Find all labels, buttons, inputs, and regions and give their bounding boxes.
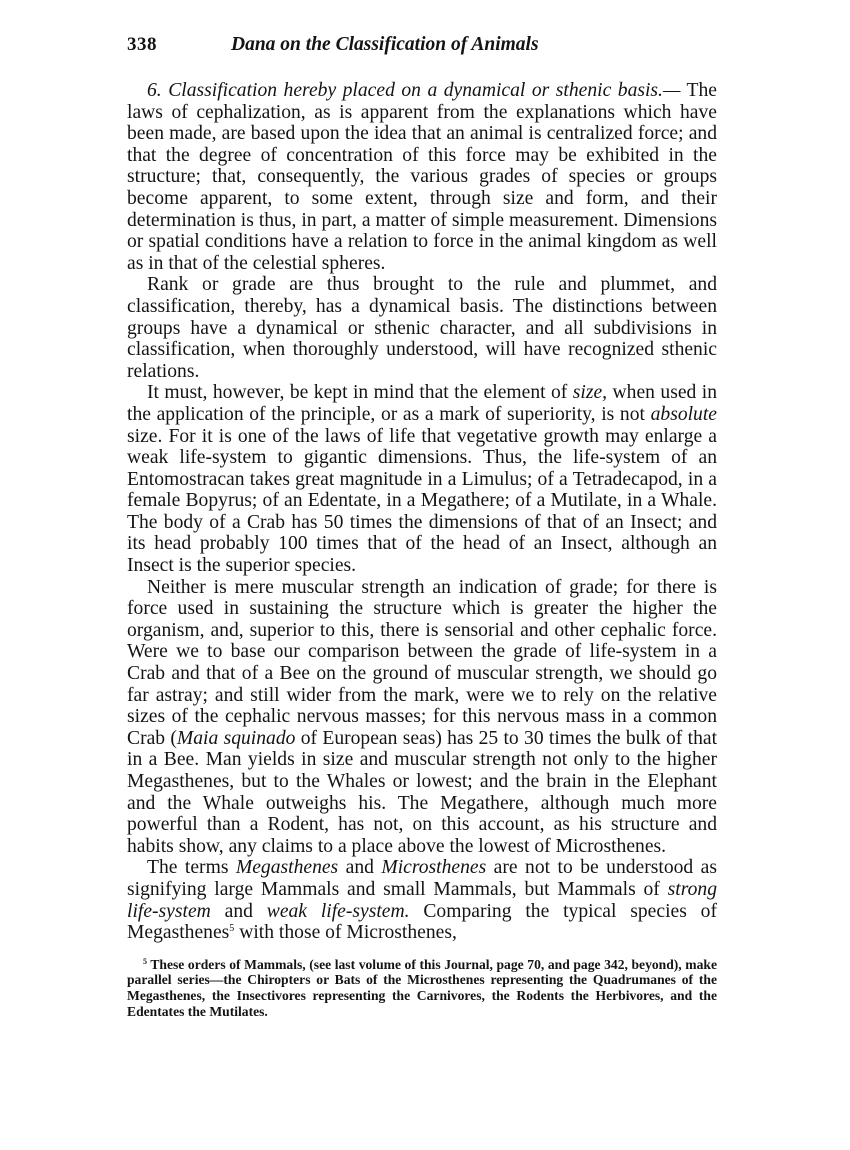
paragraph-megasthenes-microsthenes xyxy=(127,857,717,943)
footnote xyxy=(127,957,717,1019)
book-page xyxy=(127,34,717,1033)
text-run: It must, however, be kept in mind that the element of xyxy=(147,382,573,404)
text-run: and xyxy=(210,900,267,922)
text-run: are not to be understood as signifying large Mammals and small Mammals, but Mammals of xyxy=(127,857,717,900)
paragraph-muscular-strength xyxy=(127,577,717,858)
text-run: The terms xyxy=(147,857,236,879)
paragraph-classification-basis xyxy=(127,80,717,274)
text-run: Neither is mere muscular strength an indication of grade; for there is force used in sustaining the structure which is greater the higher the organism, and, superior to this, there is sensorial and other cephalic force. Were we to base our comparison between the grade of life-system in a Crab and that of a Bee on the ground of muscular strength, we should go far astray; and still wider from the mark, were we to rely on the relative sizes of the cephalic nervous masses; for this nervous mass in a common Crab ( xyxy=(127,576,717,749)
paragraph-text: Rank or grade are thus brought to the rule and plummet, and classification, thereby, has a dynamical basis. The distinctions between groups have a dynamical or sthenic character, and all subdivisions in classification, when thoroughly understood, will have recognized sthenic relations. xyxy=(127,274,717,382)
section-heading: 6. Classification hereby placed on a dynamical or sthenic basis.— xyxy=(147,80,681,101)
italic-term: size, xyxy=(572,382,608,404)
page-number: 338 xyxy=(127,34,157,55)
paragraph-text: The laws of cephalization, as is apparent from the explanations which have been made, are based upon the idea that an animal is centralized force; and that the degree of concentration of this force may be exhibited in the structure; that, consequently, the various grades of species or groups become apparent, to some extent, through size and form, and their determination is thus, in part, a matter of simple measurement. Dimensions or spatial conditions have a relation to force in the animal kingdom as well as in that of the celestial spheres. xyxy=(127,80,718,274)
italic-term: Microsthenes xyxy=(381,857,487,879)
italic-term: Maia squinado xyxy=(176,727,296,749)
text-run: Comparing the typical species of Megasthenes xyxy=(127,900,717,944)
text-run: and xyxy=(338,857,382,879)
text-run: of European seas) has 25 to 30 times the bulk of that in a Bee. Man yields in size and muscular strength not only to the higher Megasthenes, but to the Whales or lowest; and the brain in the Elephant and the Whale outweighs his. The Megathere, although much more powerful than a Rodent, has not, on this account, as his structure and habits show, any claims to a place above the lowest of Microsthenes. xyxy=(127,727,718,857)
footnote-text: These orders of Mammals, (see last volume of this Journal, page 70, and page 342, beyond), make parallel series—the Chiropters or Bats of the Microsthenes representing the Quadrumanes of the Megasthenes, the Insectivores representing the Carnivores, the Rodents the Herbivores, and the Edentates the Mutilates. xyxy=(127,956,718,1019)
text-run: with those of Microsthenes, xyxy=(234,922,457,944)
italic-term: strong life-system xyxy=(127,878,717,922)
footnote-marker: 5 xyxy=(143,956,147,966)
running-header xyxy=(127,34,717,64)
footnote-reference: 5 xyxy=(229,923,235,935)
text-run: size. For it is one of the laws of life that vegetative growth may enlarge a weak life-system to gigantic dimensions. Thus, the life-system of an Entomostracan takes great magnitude in a Limulus; of a Tetradecapod, in a female Bopyrus; of an Edentate, in a Megathere; of a Mutilate, in a Whale. The body of a Crab has 50 times the dimensions of that of an Insect; and its head probably 100 times that of the head of an Insect, although an Insect is the superior species. xyxy=(127,425,717,577)
italic-term: weak life-system. xyxy=(266,900,410,922)
paragraph-element-of-size xyxy=(127,382,717,576)
italic-term: absolute xyxy=(650,403,717,425)
italic-term: Megasthenes xyxy=(235,857,339,879)
paragraph-rank-grade xyxy=(127,274,717,382)
body-text xyxy=(127,80,717,944)
running-title: Dana on the Classification of Animals xyxy=(231,34,539,55)
text-run: when used in the application of the principle, or as a mark of superiority, is not xyxy=(127,382,717,425)
